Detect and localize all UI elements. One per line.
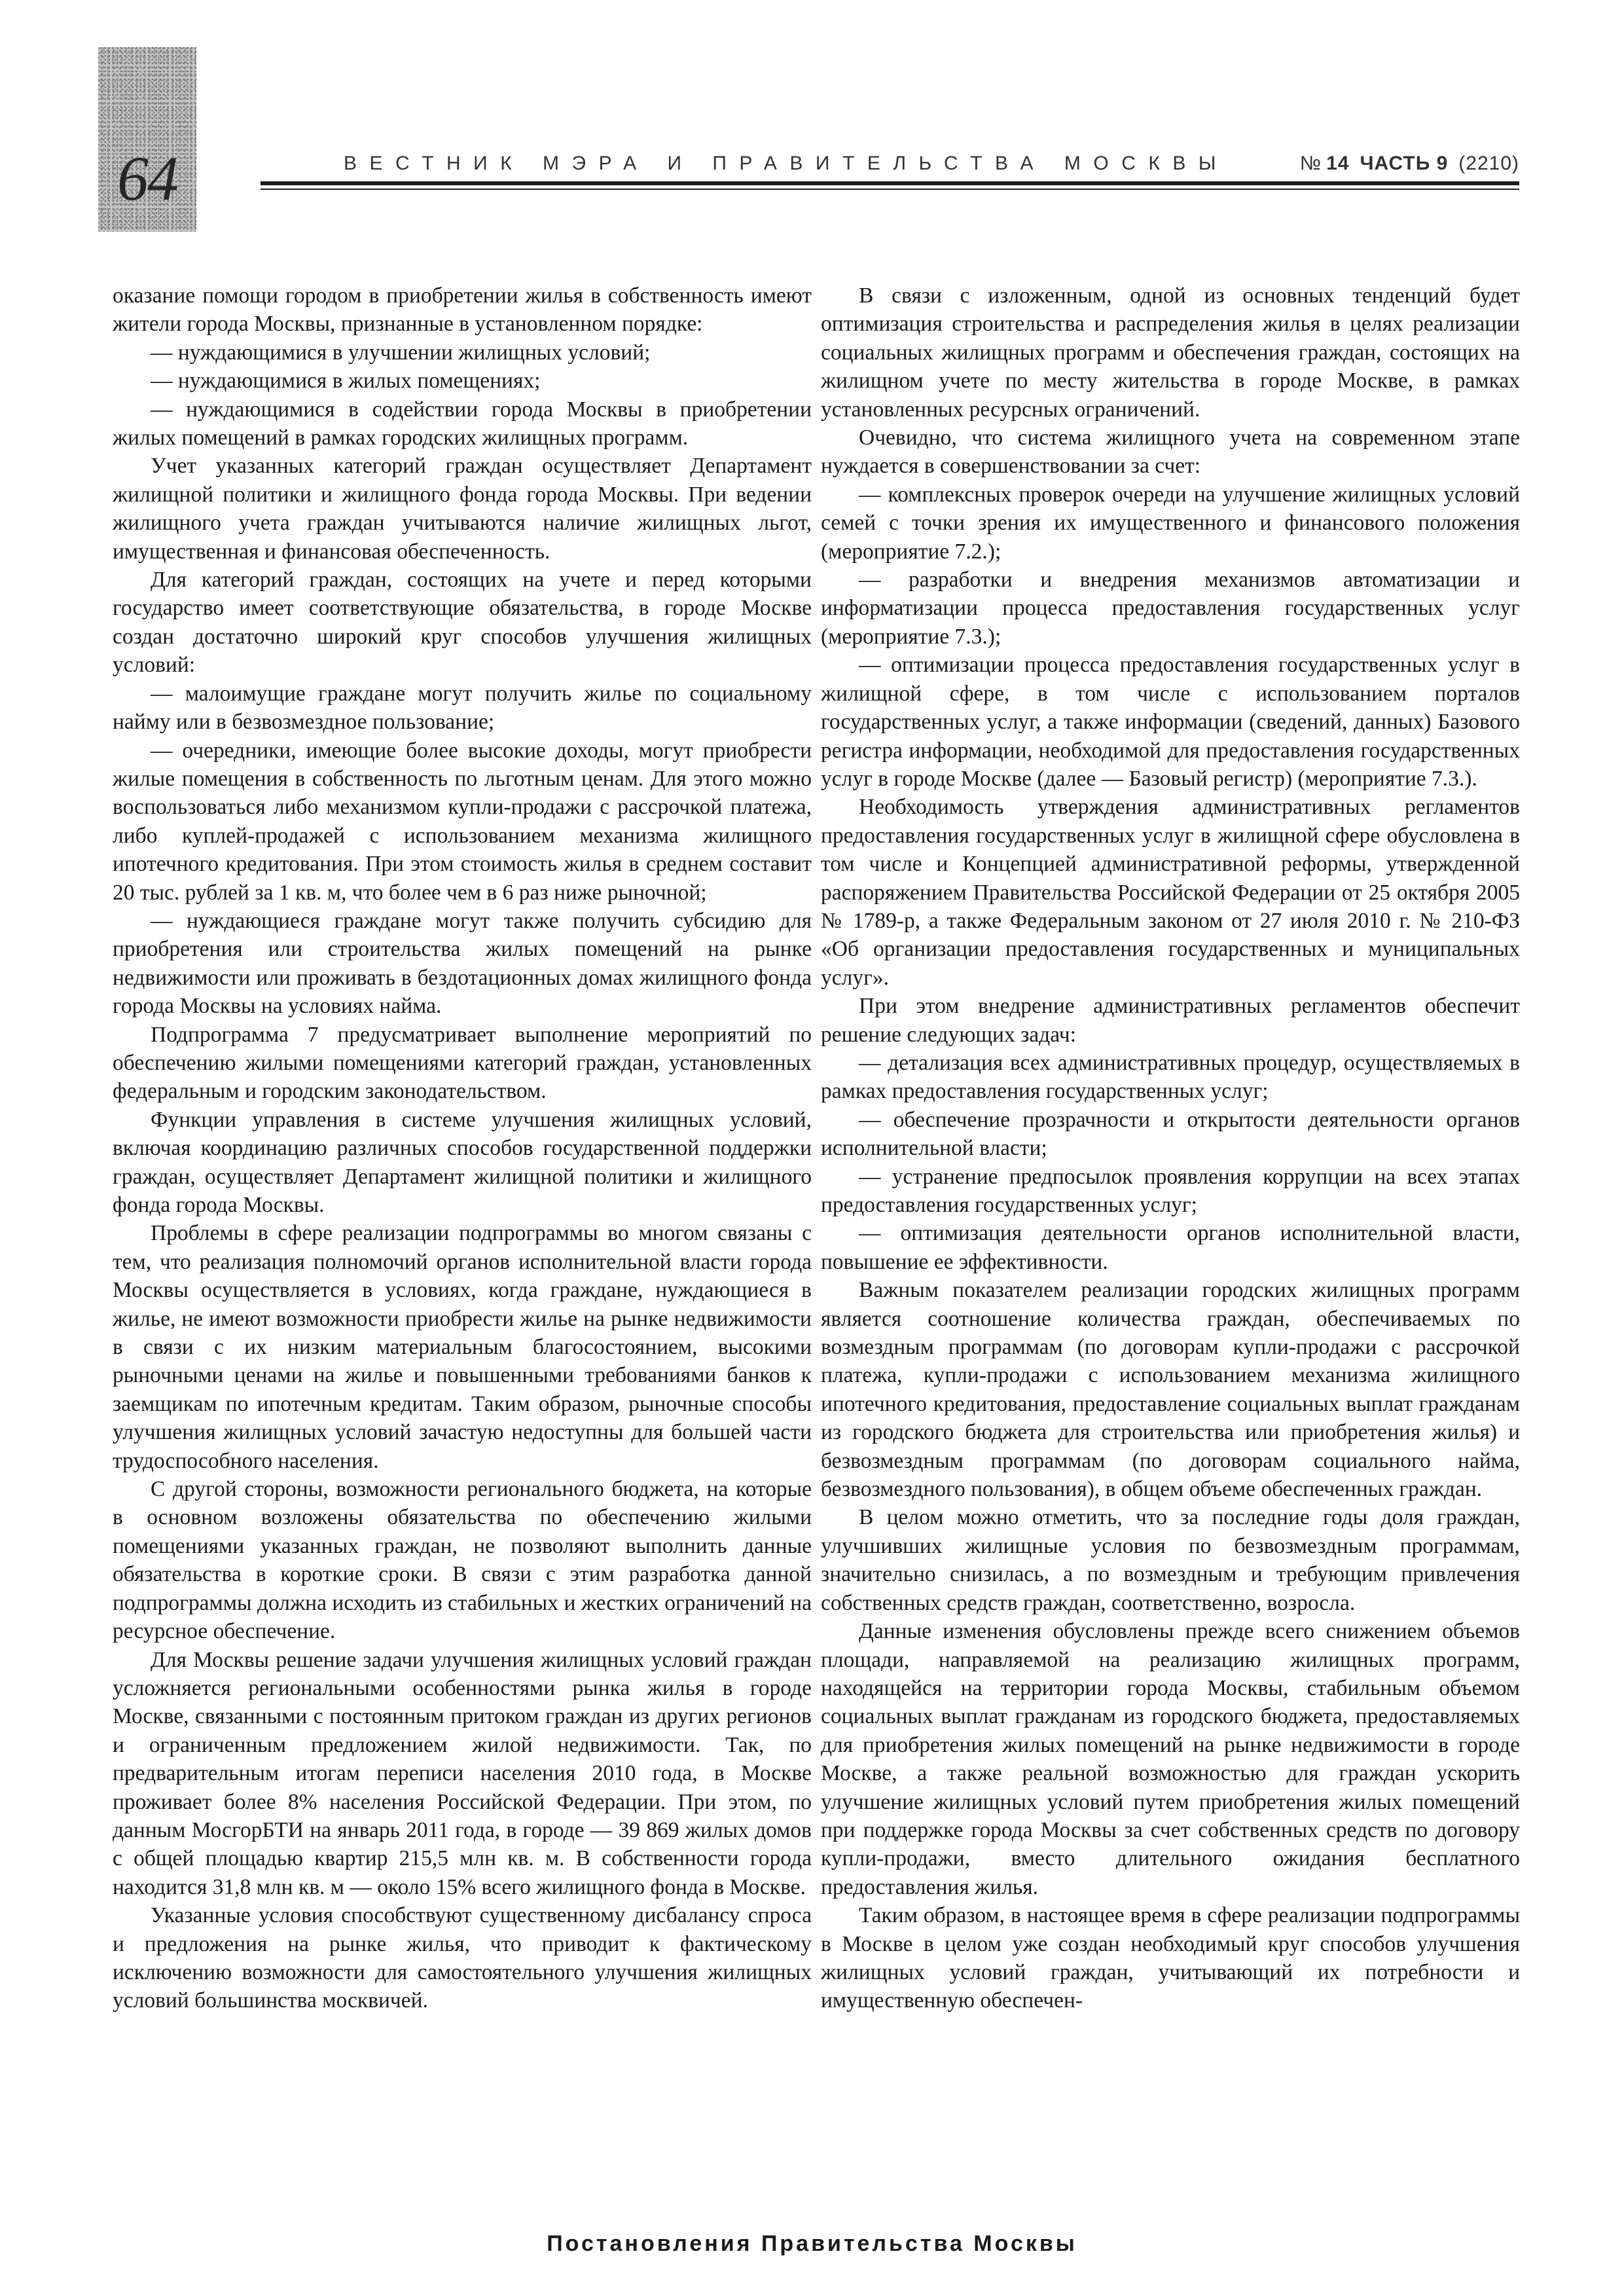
paragraph: Необходимость утверждения административных регламентов предоставления государственных услуг в жилищной сфере обусловлена в том числе и Концепцией административной реформы, утвержденной распоряжением Правительства Российской Федерации от 25 октября 2005 № 1789-р, а также Федеральным законом от 27 июля 2010 г. № 210-ФЗ «Об организации предоставления государственных и муниципальных услуг». (821, 795, 1520, 990)
paragraph: Важным показателем реализации городских жилищных программ является соотношение количества граждан, обеспечиваемых по возмездным программам (по договорам купли-продажи с рассрочкой платежа, купли-продажи с использованием механизма жилищного ипотечного кредитования, предоставление социальных выплат гражданам из городского бюджета для строительства или приобретения жилья) и безвозмездным программам (по договорам социального найма, безвозмездного пользования), в общем объеме обеспеченных граждан. (821, 1278, 1520, 1502)
header-rule-thin (261, 189, 1519, 190)
paragraph: Для категорий граждан, состоящих на учете и перед которыми государство имеет соответствующие обязательства, в городе Москве создан достаточно широкий круг способов улучшения жилищных условий: (113, 568, 812, 678)
page-number: 64 (117, 143, 177, 213)
paragraph: С другой стороны, возможности регионального бюджета, на которые в основном возложены обязательства по обеспечению жилыми помещениями указанных граждан, не позволяют выполнить данные обязательства в короткие сроки. В связи с этим разработка данной подпрограммы должна исходить из стабильных и жестких ограничений на ресурсное обеспечение. (113, 1477, 812, 1644)
paragraph: Проблемы в сфере реализации подпрограммы во многом связаны с тем, что реализация полномочий органов исполнительной власти города Москвы осуществляется в условиях, когда граждане, нуждающиеся в жилье, не имеют возможности приобрести жилье на рынке недвижимости в связи с их низким материальным благосостоянием, высокими рыночными ценами на жилье и повышенными требованиями банков к заемщикам по ипотечным кредитам. Таким образом, рыночные способы улучшения жилищных условий зачастую недоступны для большей части трудоспособного населения. (113, 1221, 812, 1473)
list-item: — оптимизация деятельности органов исполнительной власти, повышение ее эффективности. (821, 1221, 1520, 1274)
list-item: — обеспечение прозрачности и открытости деятельности органов исполнительной власти; (821, 1107, 1520, 1161)
paragraph: Таким образом, в настоящее время в сфере реализации подпрограммы в Москве в целом уже создан необходимый круг способов улучшения жилищных условий граждан, учитывающий их потребности и имущественную обеспечен- (821, 1903, 1520, 2013)
paragraph: Указанные условия способствуют существенному дисбалансу спроса и предложения на рынке жилья, что приводит к фактическому исключению возможности для самостоятельного улучшения жилищных условий большинства москвичей. (113, 1903, 812, 2013)
paragraph: В целом можно отметить, что за последние годы доля граждан, улучшивших жилищные условия по безвозмездным программам, значительно снизилась, а по возмездным и требующим привлечения собственных средств граждан, соответственно, возросла. (821, 1505, 1520, 1615)
paragraph: При этом внедрение административных регламентов обеспечит решение следующих задач: (821, 994, 1520, 1047)
paragraph: В связи с изложенным, одной из основных тенденций будет оптимизация строительства и распределения жилья в целях реализации социальных жилищных программ и обеспечения граждан, состоящих на жилищном учете по месту жительства в городе Москве, в рамках установленных ресурсных ограничений. (821, 283, 1520, 422)
list-item: — нуждающимися в улучшении жилищных условий; (151, 340, 651, 365)
paragraph: Данные изменения обусловлены прежде всего снижением объемов площади, направляемой на реализацию жилищных программ, находящейся на территории города Москвы, стабильным объемом социальных выплат гражданам из городского бюджета, предоставляемых для приобретения жилых помещений на рынке недвижимости в городе Москве, а также реальной возможностью для граждан ускорить улучшение жилищных условий путем приобретения жилых помещений при поддержке города Москвы за счет собственных средств по договору купли-продажи, вместо длительного ожидания бесплатного предоставления жилья. (821, 1619, 1520, 1899)
paragraph: Функции управления в системе улучшения жилищных условий, включая координацию различных способов государственной поддержки граждан, осуществляет Департамент жилищной политики и жилищного фонда города Москвы. (113, 1107, 812, 1217)
list-item: — очередники, имеющие более высокие доходы, могут приобрести жилые помещения в собственность по льготным ценам. Для этого можно воспользоваться либо механизмом купли-продажи с рассрочкой платежа, либо куплей-продажей с использованием механизма жилищного ипотечного кредитования. При этом стоимость жилья в среднем составит 20 тыс. рублей за 1 кв. м, что более чем в 6 раз ниже рыночной; (113, 738, 812, 905)
paragraph: Очевидно, что система жилищного учета на современном этапе нуждается в совершенствовании за счет: (821, 426, 1520, 479)
left-column (113, 282, 812, 2015)
paragraph: Учет указанных категорий граждан осуществляет Департамент жилищной политики и жилищного фонда города Москвы. При ведении жилищного учета граждан учитываются наличие жилищных льгот, имущественная и финансовая обеспеченность. (113, 454, 812, 564)
issue-number: 14 (1326, 153, 1350, 174)
masthead-title: ВЕСТНИК МЭРА И ПРАВИТЕЛЬСТВА МОСКВЫ (344, 153, 1229, 174)
paragraph: оказание помощи городом в приобретении жилья в собственность имеют жители города Москвы, признанные в установленном порядке: (113, 283, 812, 337)
list-item: — устранение предпосылок проявления коррупции на всех этапах предоставления государственных услуг; (821, 1164, 1520, 1217)
paragraph: Для Москвы решение задачи улучшения жилищных условий граждан усложняется региональными особенностями рынка жилья в городе Москве, связанными с постоянным притоком граждан из других регионов и ограниченным предложением жилой недвижимости. Так, по предварительным итогам переписи населения 2010 года, в Москве проживает более 8% населения Российской Федерации. При этом, по данным МосгорБТИ на январь 2011 года, в городе — 39 869 жилых домов с общей площадью квартир 215,5 млн кв. м. В собственности города находится 31,8 млн кв. м — около 15% всего жилищного фонда в Москве. (113, 1647, 812, 1899)
list-item: — нуждающимися в содействии города Москвы в приобретении жилых помещений в рамках городских жилищных программ. (113, 397, 812, 450)
issue-number-sign: № (1299, 153, 1322, 174)
issue-info (1300, 148, 1519, 179)
issue-serial: (2210) (1458, 153, 1519, 174)
list-item: — комплексных проверок очереди на улучшение жилищных условий семей с точки зрения их имущественного и финансового положения (мероприятие 7.2.); (821, 482, 1520, 564)
list-item: — малоимущие граждане могут получить жилье по социальному найму или в безвозмездное пользование; (113, 681, 812, 735)
masthead (344, 148, 1519, 179)
list-item: — детализация всех административных процедур, осуществляемых в рамках предоставления государственных услуг; (821, 1050, 1520, 1104)
header-rule-thick (261, 181, 1519, 185)
list-item: — нуждающиеся граждане могут также получить субсидию для приобретения или строительства жилых помещений на рынке недвижимости или проживать в бездотационных домах жилищного фонда города Москвы на условиях найма. (113, 908, 812, 1019)
right-column (821, 282, 1520, 2015)
list-item: — разработки и внедрения механизмов автоматизации и информатизации процесса предоставления государственных услуг (мероприятие 7.3.); (821, 568, 1520, 649)
footer-section-title: Постановления Правительства Москвы (547, 2231, 1077, 2256)
paragraph: Подпрограмма 7 предусматривает выполнение мероприятий по обеспечению жилыми помещениями категорий граждан, установленных федеральным и городским законодательством. (113, 1022, 812, 1104)
issue-part: ЧАСТЬ 9 (1360, 153, 1449, 174)
list-item: — оптимизации процесса предоставления государственных услуг в жилищной сфере, в том числе с использованием порталов государственных услуг, а также информации (сведений, данных) Базового регистра информации, необходимой для предоставления государственных услуг в городе Москве (далее — Базовый регистр) (мероприятие 7.3.). (821, 653, 1520, 791)
list-item: — нуждающимися в жилых помещениях; (151, 369, 541, 393)
